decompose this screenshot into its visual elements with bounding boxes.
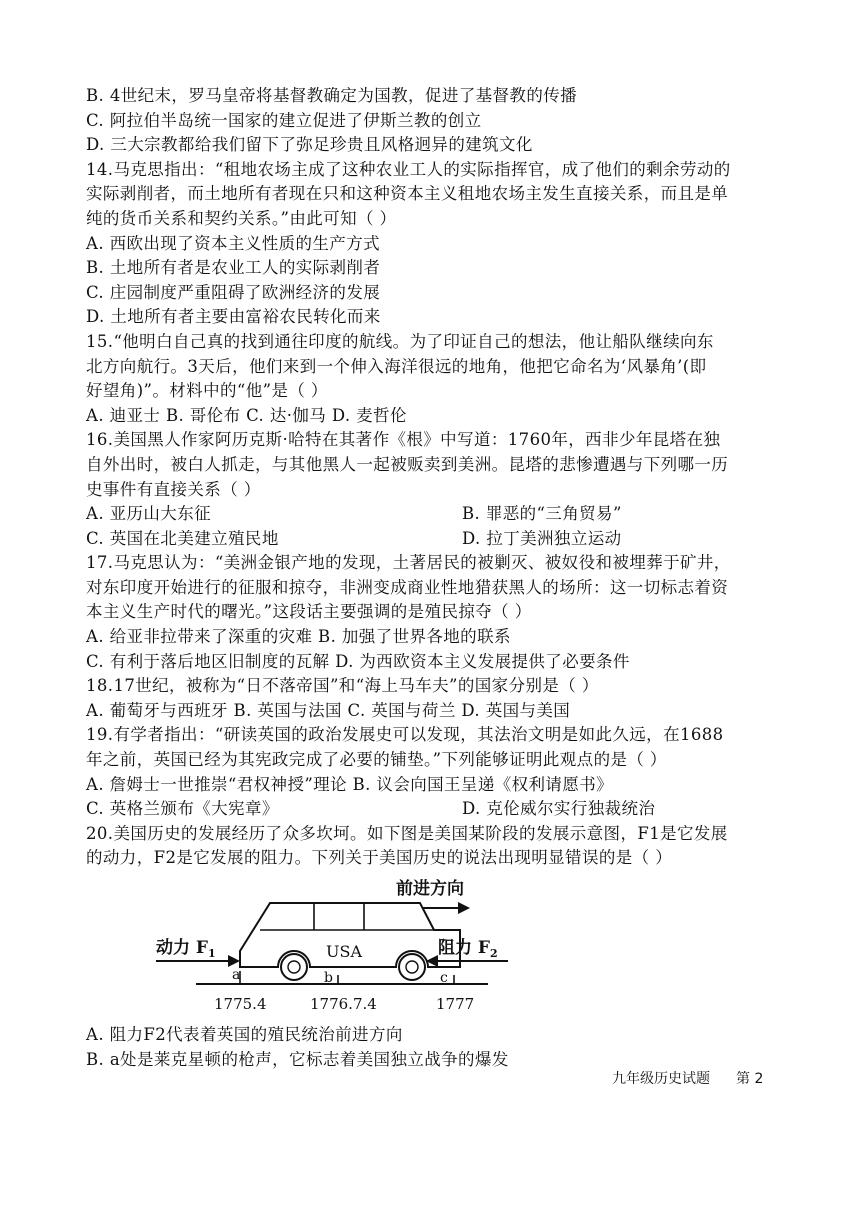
text-line: 纯的货币关系和契约关系。”由此可知（ ） — [86, 208, 397, 228]
text-line: 北方向航行。3天后，他们来到一个伸入海洋很远的地角，他把它命名为‘风暴角’(即 — [86, 356, 707, 376]
text-line: C. 阿拉伯半岛统一国家的建立促进了伊斯兰教的创立 — [86, 110, 482, 130]
option-b: B. 罪恶的“三角贸易” — [462, 504, 622, 524]
car-wheel-hub — [288, 961, 300, 973]
option-d: D. 拉丁美洲独立运动 — [462, 528, 622, 548]
question-20-line: 20.美国历史的发展经历了众多坎坷。如下图是美国某阶段的发展示意图，F1是它发展 — [86, 823, 728, 843]
direction-label: 前进方向 — [396, 879, 464, 899]
text-line: 好望角)”。材料中的“他”是（ ） — [86, 381, 328, 401]
timeline-mark-c: c — [440, 970, 448, 986]
question-19-line: 19.有学者指出：“研读英国的政治发展史可以发现，其法治文明是如此久远，在1688 — [86, 725, 724, 745]
text-block-1 — [86, 84, 796, 551]
force-f2-label: 阻力 $F_2$ — [438, 938, 498, 960]
option-line: C. 有利于落后地区旧制度的瓦解 D. 为西欧资本主义发展提供了必要条件 — [86, 651, 630, 671]
usa-car-diagram — [86, 875, 796, 1023]
question-18-line: 18.17世纪，被称为“日不落帝国”和“海上马车夫”的国家分别是（ ） — [86, 676, 599, 696]
option-line: A. 阻力F2代表着英国的殖民统治前进方向 — [86, 1025, 403, 1044]
option-row — [86, 527, 796, 552]
option-c: C. 英国在北美建立殖民地 — [86, 528, 279, 548]
question-15-line: 15.“他明白自己真的找到通往印度的航线。为了印证自己的想法，他让船队继续向东 — [86, 331, 714, 351]
text-line: 的动力，F2是它发展的阻力。下列关于美国历史的说法出现明显错误的是（ ） — [86, 848, 673, 868]
force-f1-arrow-head — [228, 955, 240, 967]
timeline-mark-b: b — [324, 970, 333, 986]
text-line: 史事件有直接关系（ ） — [86, 479, 261, 499]
car-wheel-hub — [406, 961, 418, 973]
option-row — [86, 797, 796, 822]
timeline-date-b: 1776.7.4 — [310, 995, 377, 1013]
timeline-date-c: 1777 — [436, 995, 475, 1013]
text-line: 自外出时，被白人抓走，与其他黑人一起被贩卖到美洲。昆塔的悲惨遭遇与下列哪一历 — [86, 454, 729, 474]
option-line: A. 迪亚士 B. 哥伦布 C. 达·伽马 D. 麦哲伦 — [86, 405, 407, 425]
question-14-line: 14.马克思指出：“租地农场主成了这种农业工人的实际指挥官，成了他们的剩余劳动的 — [86, 159, 731, 179]
option-line: B. 土地所有者是农业工人的实际剥削者 — [86, 258, 381, 278]
text-line: 本主义生产时代的曙光。”这段话主要强调的是殖民掠夺（ ） — [86, 602, 532, 622]
question-17-line: 17.马克思认为：“美洲金银产地的发现，土著居民的被剿灭、被奴役和被埋葬于矿井， — [86, 553, 731, 573]
text-line: 实际剥削者，而土地所有者现在只和这种资本主义租地农场主发生直接关系，而且是单 — [86, 184, 729, 204]
option-line: C. 庄园制度严重阻碍了欧洲经济的发展 — [86, 282, 381, 302]
footer-title: 九年级历史试题 — [612, 1071, 710, 1087]
option-line: D. 土地所有者主要由富裕农民转化而来 — [86, 307, 381, 327]
force-f1-label: 动力 $F_1$ — [156, 938, 216, 960]
text-line: B. 4世纪末，罗马皇帝将基督教确定为国教，促进了基督教的传播 — [86, 86, 578, 105]
option-a: A. 亚历山大东征 — [86, 504, 212, 524]
option-c: C. 英格兰颁布《大宪章》 — [86, 799, 279, 819]
option-line: A. 葡萄牙与西班牙 B. 英国与法国 C. 英国与荷兰 D. 英国与美国 — [86, 700, 571, 720]
text-block-3 — [86, 1023, 796, 1072]
car-diagram-svg — [148, 875, 528, 1023]
text-line: 年之前，英国已经为其宪政完成了必要的铺垫。”下列能够证明此观点的是（ ） — [86, 750, 667, 770]
option-line: A. 詹姆士一世推崇“君权神授”理论 B. 议会向国王呈递《权利请愿书》 — [86, 774, 614, 794]
option-line: A. 给亚非拉带来了深重的灾难 B. 加强了世界各地的联系 — [86, 627, 511, 647]
footer-page-number: 第 2 — [736, 1071, 764, 1087]
direction-arrow-head — [458, 902, 470, 914]
question-16-line: 16.美国黑人作家阿历克斯·哈特在其著作《根》中写道：1760年，西非少年昆塔在独 — [86, 430, 721, 450]
option-line: A. 西欧出现了资本主义性质的生产方式 — [86, 233, 381, 253]
text-line: 对东印度开始进行的征服和掠夺，非洲变成商业性地猎获黑人的场所：这一切标志着资 — [86, 577, 729, 597]
text-line: D. 三大宗教都给我们留下了弥足珍贵且风格迥异的建筑文化 — [86, 135, 533, 155]
option-d: D. 克伦威尔实行独裁统治 — [462, 799, 656, 819]
text-block-2 — [86, 551, 796, 871]
option-line: B. a处是莱克星顿的枪声，它标志着美国独立战争的爆发 — [86, 1049, 509, 1069]
timeline-mark-a: a — [232, 967, 241, 983]
timeline-date-a: 1775.4 — [214, 995, 267, 1013]
exam-page — [86, 84, 796, 1072]
option-row — [86, 502, 796, 527]
page-footer — [612, 1068, 763, 1088]
car-label: USA — [326, 942, 362, 961]
